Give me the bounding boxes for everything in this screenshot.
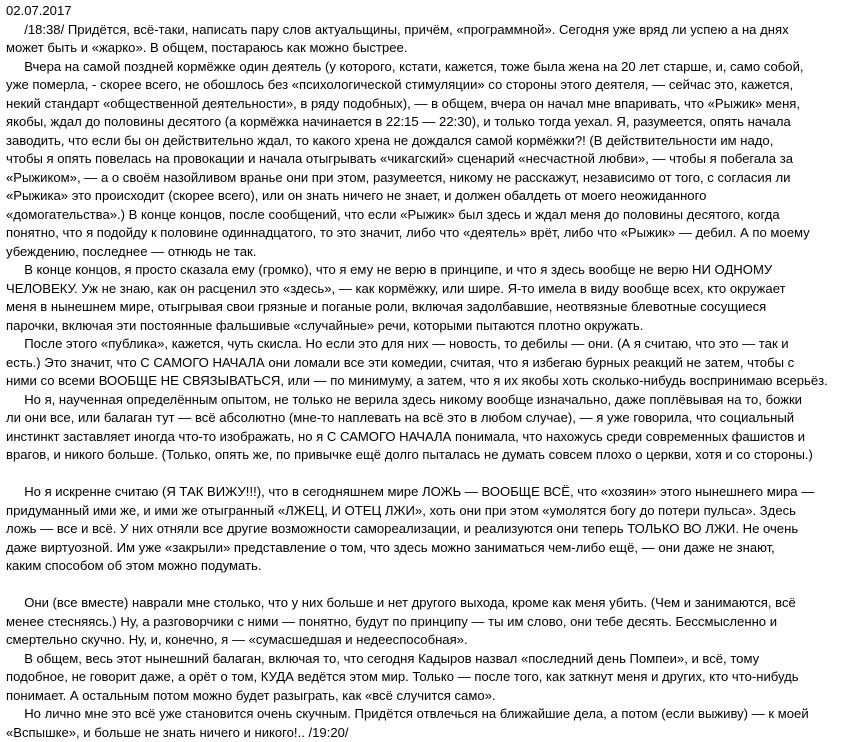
text-line: «Вспышке», и больше не знать ничего и никого!.. /19:20/ <box>6 724 839 742</box>
text-line: ложь — все и всё. У них отняли все другие возможности самореализации, и реализуются они теперь ТОЛЬКО ВО ЛЖИ. Не очень <box>6 520 839 539</box>
document-date: 02.07.2017 <box>6 2 839 21</box>
text-line: может быть и «жарко». В общем, постараюсь как можно быстрее. <box>6 39 839 58</box>
document-body <box>6 21 839 742</box>
text-line: менее стесняясь.) Ну, а разговорчики с ними — понятно, будут по принципу — ты им слово, они тебе десять. Бессмысленно и <box>6 613 839 632</box>
text-line: Они (все вместе) наврали мне столько, что у них больше и нет другого выхода, кроме как меня убить. (Чем и занимаются, всё <box>6 594 839 613</box>
text-line: Вчера на самой поздней кормёжке один деятель (у которого, кстати, кажется, тоже была жена на 20 лет старше, и, само собой, <box>6 58 839 77</box>
text-line: смертельно скучно. Ну, и, конечно, я — «сумасшедшая и недееспособная». <box>6 631 839 650</box>
text-line: даже виртуозной. Им уже «закрыли» представление о том, что здесь можно заниматься чем-либо ещё, — они даже не знают, <box>6 539 839 558</box>
text-line: После этого «публика», кажется, чуть скисла. Но если это для них — новость, то дебилы — они. (А я считаю, что это — так и <box>6 335 839 354</box>
text-line: понимает. А остальным потом можно будет разыграть, как «всё случится само». <box>6 687 839 706</box>
text-line: «Рыжика» это происходит (скорее всего), или он знать ничего не знает, и должен обалдеть от моего неожиданного <box>6 187 839 206</box>
text-line: убеждению, последнее — отнюдь не так. <box>6 243 839 262</box>
text-line: инстинкт заставляет иногда что-то изображать, но я С САМОГО НАЧАЛА понимала, что нахожусь среди современных фашистов и <box>6 428 839 447</box>
text-line: /18:38/ Придётся, всё-таки, написать пару слов актуальщины, причём, «программной». Сегодня уже вряд ли успею а на днях <box>6 21 839 40</box>
text-line: «домогательства».) В конце концов, после сообщений, что если «Рыжик» был здесь и ждал меня до половины десятого, когда <box>6 206 839 225</box>
text-line: меня в нынешнем мире, отыгрывая свои грязные и поганые роли, включая задолбавшие, неотвязные блевотные сосущиеся <box>6 298 839 317</box>
text-line: Но лично мне это всё уже становится очень скучным. Придётся отвлечься на ближайшие дела, а потом (если выживу) — к моей <box>6 705 839 724</box>
text-line: каким способом об этом можно подумать. <box>6 557 839 576</box>
paragraph-gap <box>6 465 839 484</box>
text-line: ними со всеми ВООБЩЕ НЕ СВЯЗЫВАТЬСЯ, или — по минимуму, а затем, что я их якобы хоть сколько-нибудь воспринимаю всерьёз. <box>6 372 839 391</box>
text-line: Но я искренне считаю (Я ТАК ВИЖУ!!!), что в сегодняшнем мире ЛОЖЬ — ВООБЩЕ ВСЁ, что «хозяин» этого нынешнего мира — <box>6 483 839 502</box>
text-line: понятно, что я подойду к половине одиннадцатого, то это значит, либо что «деятель» врёт, либо что «Рыжик» — дебил. А по моему <box>6 224 839 243</box>
text-line: заводить, что если бы он действительно ждал, то какого хрена не дождался самой кормёжки?! (В действительности им надо, <box>6 132 839 151</box>
text-line: парочки, включая эти постоянные фальшивые «случайные» речи, которыми пытаются плотно окружать. <box>6 317 839 336</box>
text-line: якобы, ждал до половины десятого (а кормёжка начинается в 22:15 — 22:30), и только тогда уехал. Я, разумеется, опять начала <box>6 113 839 132</box>
paragraph-gap <box>6 576 839 595</box>
text-line: ЧЕЛОВЕКУ. Уж не знаю, как он расценил это «здесь», — как кормёжку, или шире. Я-то имела в виду вообще всех, кто окружает <box>6 280 839 299</box>
text-line: некий стандарт «общественной деятельности», в ряду подобных), — в общем, вчера он начал мне впаривать, что «Рыжик» меня, <box>6 95 839 114</box>
text-line: В конце концов, я просто сказала ему (громко), что я ему не верю в принципе, и что я здесь вообще не верю НИ ОДНОМУ <box>6 261 839 280</box>
text-line: Но я, наученная определённым опытом, не только не верила здесь никому вообще изначально, даже поплёвывая на то, божки <box>6 391 839 410</box>
text-line: придуманный ими же, и ими же отыгранный «ЛЖЕЦ, И ОТЕЦ ЛЖИ», хоть они при этом «умолятся богу до потери пульса». Здесь <box>6 502 839 521</box>
text-line: чтобы я опять повелась на провокации и начала отыгрывать «чикагский» сценарий «несчастной любви», — чтобы я побегала за <box>6 150 839 169</box>
text-line: уже померла, - скорее всего, не обошлось без «психологической стимуляции» со стороны этого деятеля, — сейчас это, кажется, <box>6 76 839 95</box>
text-line: В общем, весь этот нынешний балаган, включая то, что сегодня Кадыров назвал «последний день Помпеи», и всё, тому <box>6 650 839 669</box>
text-line: подобное, не говорит даже, а орёт о том, КУДА ведётся этом мир. Только — после того, как заткнут меня и других, кто что-нибудь <box>6 668 839 687</box>
text-line: «Рыжиком», — а о своём назойливом вранье они при этом, разумеется, никому не расскажут, независимо от того, с согласия ли <box>6 169 839 188</box>
text-line: врагов, и никого больше. (Только, опять же, по привычке ещё долго пыталась не думать совсем плохо о церкви, хотя и со стороны.) <box>6 446 839 465</box>
text-line: есть.) Это значит, что С САМОГО НАЧАЛА они ломали все эти комедии, считая, что я избегаю бурных реакций не затем, чтобы с <box>6 354 839 373</box>
text-line: ли они все, или балаган тут — всё абсолютно (мне-то наплевать на всё это в любом случае), — я уже говорила, что социальный <box>6 409 839 428</box>
